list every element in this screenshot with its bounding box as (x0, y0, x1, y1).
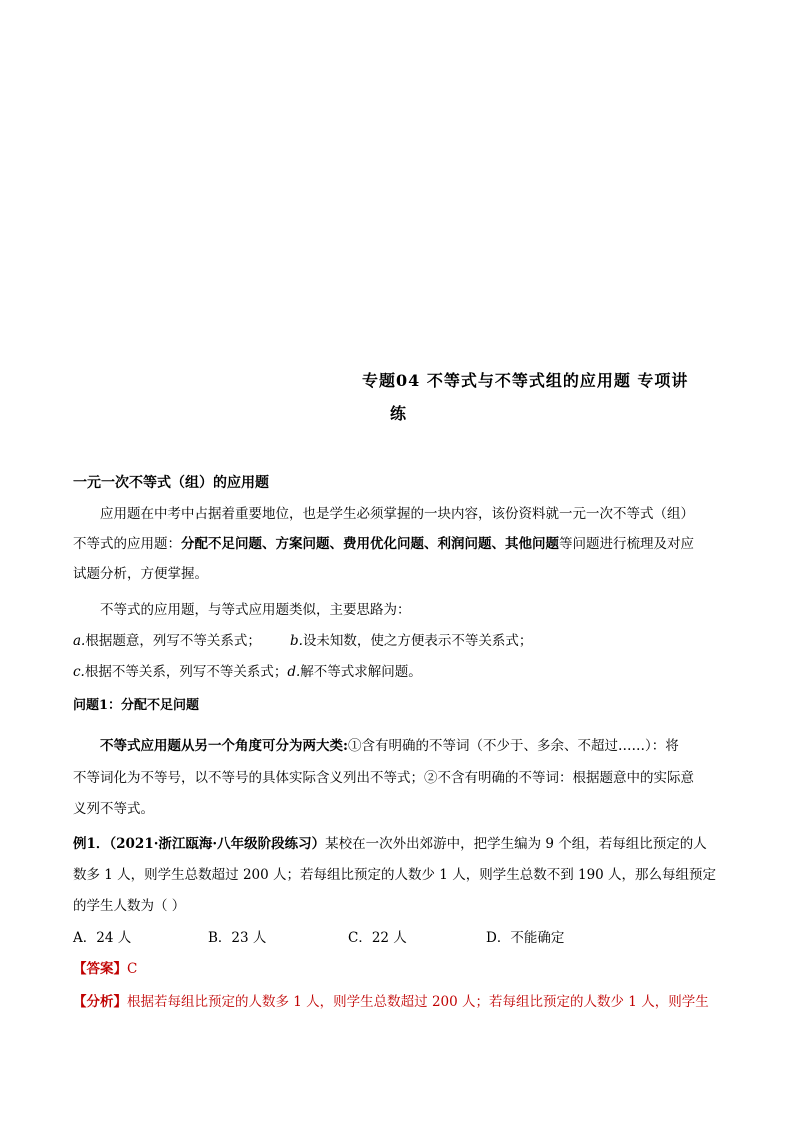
intro-line-1: 应用题在中考中占据着重要地位，也是学生必须掌握的一块内容，该份资料就一元一次不等式（组） (100, 506, 694, 522)
answer-value: C (127, 961, 138, 977)
option-a: A．24 人 (73, 930, 132, 946)
problem-1-line-3: 义列不等式。 (73, 801, 154, 817)
answer-line (73, 954, 137, 984)
answer-label: 【答案】 (73, 961, 127, 977)
document-title: 专题04 不等式与不等式组的应用题 专项讲 (362, 371, 689, 390)
example-1-line-3: 的学生人数为（ ） (73, 898, 186, 914)
problem-1-line-2: 不等词化为不等号，以不等号的具体实际含义列出不等式；②不含有明确的不等词：根据题意中的实际意 (73, 770, 694, 786)
example-1-text-1: 某校在一次外出郊游中，把学生编为 9 个组，若每组比预定的人 (325, 836, 707, 852)
intro-line-2 (73, 529, 694, 559)
option-d: D．不能确定 (486, 930, 565, 946)
example-1-line-1 (73, 829, 707, 859)
step-b-letter: b. (290, 633, 303, 649)
step-d-text: 解不等式求解问题。 (300, 664, 422, 680)
step-c-text: 根据不等关系，列写不等关系式； (84, 664, 288, 680)
step-a (73, 626, 261, 656)
analysis-label: 【分析】 (73, 994, 127, 1010)
example-1-line-2: 数多 1 人，则学生总数超过 200 人；若每组比预定的人数少 1 人，则学生总数不到 190 人，那么每组预定 (73, 867, 717, 883)
example-1-label: 例1．（2021·浙江瓯海·八年级阶段练习） (73, 836, 326, 852)
intro-problem-types: 分配不足问题、方案问题、费用优化问题、利润问题、其他问题 (181, 536, 559, 552)
intro-line-2-lead: 不等式的应用题： (73, 536, 181, 552)
intro-line-4: 不等式的应用题，与等式应用题类似，主要思路为： (100, 602, 411, 618)
option-c: C．22 人 (348, 930, 407, 946)
problem-1-line-1-rest: ①含有明确的不等词（不少于、多余、不超过……）：将 (347, 738, 679, 754)
step-b (290, 626, 532, 656)
intro-line-2-tail: 等问题进行梳理及对应 (559, 536, 694, 552)
option-b: B．23 人 (208, 930, 267, 946)
problem-1-line-1-bold: 不等式应用题从另一个角度可分为两大类: (100, 738, 348, 754)
analysis-line (73, 987, 709, 1017)
problem-1-heading: 问题1：分配不足问题 (73, 698, 200, 713)
step-a-text: 根据题意，列写不等关系式； (85, 633, 261, 649)
step-a-letter: a. (73, 633, 86, 649)
step-d-letter: d. (287, 664, 301, 680)
step-b-text: 设未知数，使之方便表示不等关系式； (302, 633, 533, 649)
step-c-letter: c. (73, 664, 85, 680)
problem-1-line-1 (100, 731, 679, 761)
document-title-continuation: 练 (390, 404, 408, 423)
section-heading: 一元一次不等式（组）的应用题 (73, 475, 269, 491)
step-c-d (73, 657, 422, 687)
intro-line-3: 试题分析，方便掌握。 (73, 566, 208, 582)
analysis-text: 根据若每组比预定的人数多 1 人，则学生总数超过 200 人；若每组比预定的人数少 1 人，则学生 (127, 994, 709, 1010)
